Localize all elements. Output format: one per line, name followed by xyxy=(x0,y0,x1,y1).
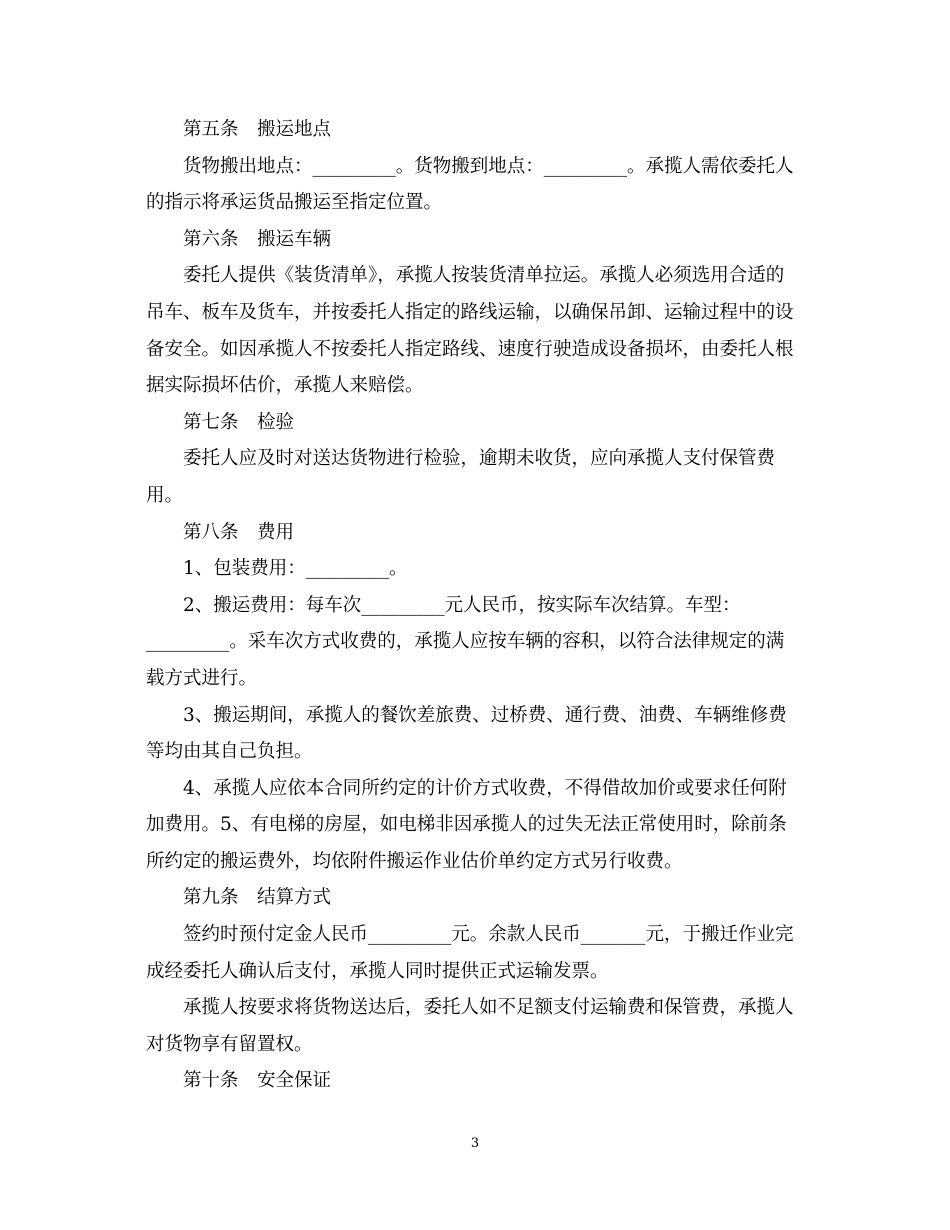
text-line: 签约时预付定金人民币_________元。余款人民币_______元，于搬迁作业完 xyxy=(183,924,794,946)
text-line: 成经委托人确认后支付，承揽人同时提供正式运输发票。 xyxy=(146,960,609,982)
section-heading-7: 第七条 检验 xyxy=(183,411,295,433)
document-body xyxy=(146,112,810,1100)
section-heading-10: 第十条 安全保证 xyxy=(183,1070,332,1092)
text-line: 所约定的搬运费外，均依附件搬运作业估价单约定方式另行收费。 xyxy=(146,850,683,872)
text-line: 吊车、板车及货车，并按委托人指定的路线运输，以确保吊卸、运输过程中的设 xyxy=(146,301,794,323)
page-number: 3 xyxy=(470,1136,480,1151)
text-line: 加费用。5、有电梯的房屋，如电梯非因承揽人的过失无法正常使用时，除前条 xyxy=(146,814,787,836)
section-heading-6: 第六条 搬运车辆 xyxy=(183,228,332,250)
section-heading-9: 第九条 结算方式 xyxy=(183,887,332,909)
text-line: 据实际损坏估价，承揽人来赔偿。 xyxy=(146,375,424,397)
text-line: 2、搬运费用：每车次_________元人民币，按实际车次结算。车型： xyxy=(183,594,741,616)
section-heading-8: 第八条 费用 xyxy=(183,521,295,543)
text-line: 的指示将承运货品搬运至指定位置。 xyxy=(146,192,443,214)
text-line: 用。 xyxy=(146,484,184,506)
text-line: _________。采车次方式收费的，承揽人应按车辆的容积，以符合法律规定的满 xyxy=(146,631,785,653)
text-line: 对货物享有留置权。 xyxy=(146,1033,313,1055)
text-line: 委托人应及时对送达货物进行检验，逾期未收货，应向承揽人支付保管费 xyxy=(183,448,776,470)
text-line: 1、包装费用：_________。 xyxy=(183,558,408,580)
text-line: 货物搬出地点：_________。货物搬到地点：_________。承揽人需依委托人 xyxy=(183,155,794,177)
text-line: 承揽人按要求将货物送达后，委托人如不足额支付运输费和保管费，承揽人 xyxy=(183,997,794,1019)
section-heading-5: 第五条 搬运地点 xyxy=(183,119,332,140)
text-line: 4、承揽人应依本合同所约定的计价方式收费，不得借故加价或要求任何附 xyxy=(183,777,787,799)
text-line: 委托人提供《装货清单》，承揽人按装货清单拉运。承揽人必须选用合适的 xyxy=(183,265,785,287)
text-line: 备安全。如因承揽人不按委托人指定路线、速度行驶造成设备损坏，由委托人根 xyxy=(146,338,794,360)
text-line: 3、搬运期间，承揽人的餐饮差旅费、过桥费、通行费、油费、车辆维修费 xyxy=(183,704,787,726)
text-line: 等均由其自己负担。 xyxy=(146,741,313,763)
text-line: 载方式进行。 xyxy=(146,667,258,689)
